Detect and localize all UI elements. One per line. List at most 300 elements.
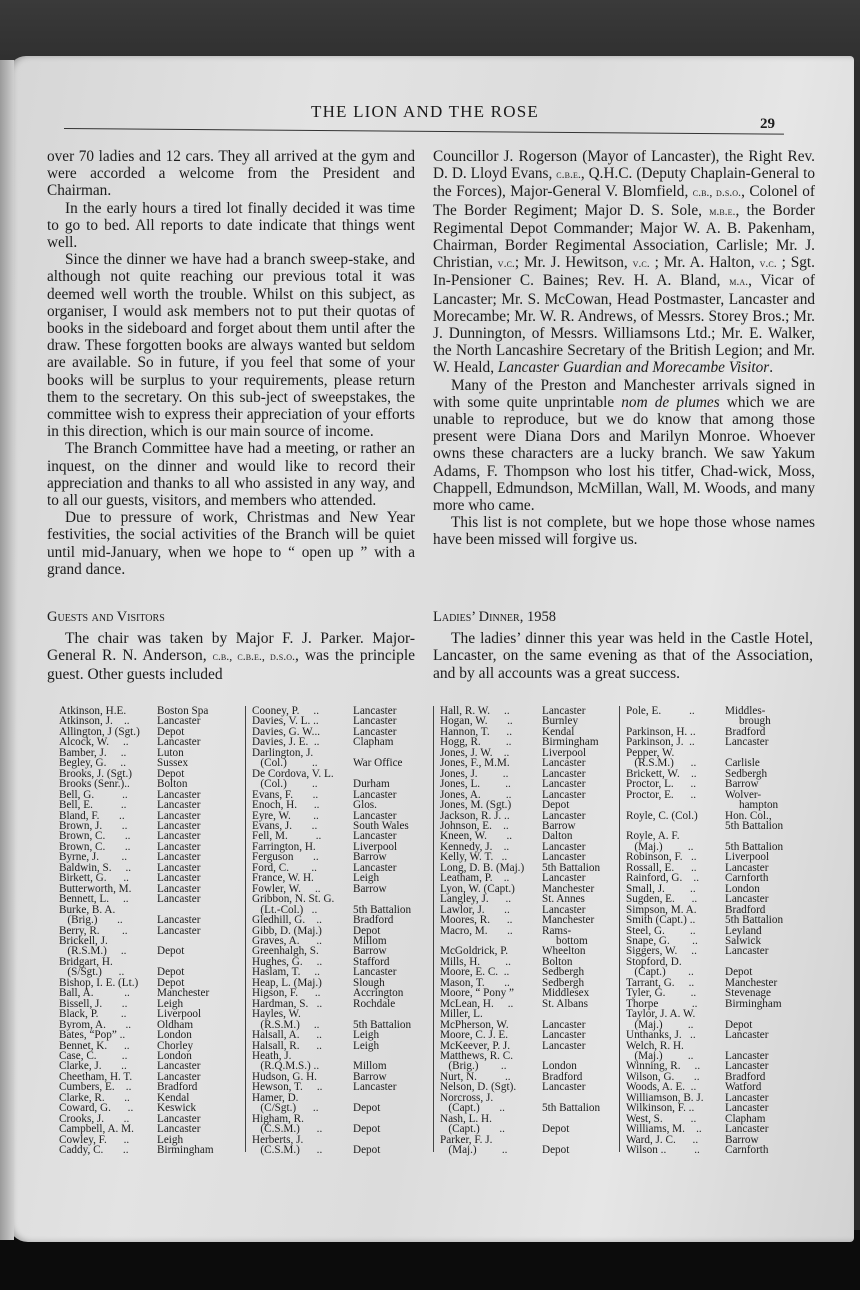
paragraph: The Branch Committee have had a meeting, or rather an inquest, on the dinner and would like to record their appreciation and thanks to all who assisted in any way, and to all our guests, visitors, and members who attended. <box>47 440 415 510</box>
guest-place: Liverpool <box>725 851 770 864</box>
guest-name: Moores, R. .. <box>440 914 513 927</box>
guest-place: Stevenage <box>725 987 771 1000</box>
guest-name: Allington, J (Sgt.) <box>59 725 140 738</box>
text-run: , Q.H.C. (Deputy Chaplain-General to the Forces), Major-General V. Blomfield, <box>433 165 815 201</box>
guest-place: London <box>725 882 760 895</box>
guest-place: bottom <box>542 934 588 947</box>
guest-name: (Maj.) .. <box>626 1049 694 1062</box>
guest-name: Berry, R. .. <box>59 924 128 937</box>
guest-name: Macro, M. .. <box>440 924 513 937</box>
guest-entry <box>626 1030 816 1040</box>
guest-name: Hughes, G. .. <box>252 955 323 968</box>
guest-place: Lancaster <box>157 851 201 864</box>
guest-place: Depot <box>725 1018 753 1031</box>
guest-name: Gribbon, N. St. G. <box>252 893 335 906</box>
guest-name: Ball, A. .. <box>59 987 130 1000</box>
guest-name: Matthews, R. C. <box>440 1049 514 1062</box>
guest-place: Depot <box>353 1123 381 1136</box>
guest-place: Lancaster <box>542 788 586 801</box>
guest-place: Middles- <box>725 705 766 717</box>
guest-place: hampton <box>725 799 779 812</box>
guest-name: Cowley, F. .. <box>59 1133 130 1146</box>
ladies-dinner-heading: Ladies’ Dinner, 1958 <box>433 609 556 625</box>
honours: v.c. <box>759 256 777 271</box>
guest-name: (Capt.) .. <box>440 1123 505 1136</box>
guest-name: Burke, B. A. <box>59 903 116 916</box>
guest-name: Woods, A. E. .. <box>626 1081 697 1094</box>
guest-entry <box>252 1030 432 1040</box>
guest-place: Rochdale <box>353 997 396 1010</box>
guest-list-column-1 <box>59 706 237 1155</box>
guest-name: Brown, J. .. <box>59 819 128 832</box>
guest-name: Sugden, E. .. <box>626 893 698 906</box>
honours: m.b.e. <box>709 203 736 218</box>
guest-place: Sedbergh <box>725 767 768 780</box>
guest-name: Rainford, G. .. <box>626 872 700 885</box>
guest-place: Depot <box>157 767 185 780</box>
guest-place: 5th Battalion <box>542 1102 601 1115</box>
guest-name: Ward, J. C. .. <box>626 1133 699 1146</box>
apology-paragraph: This list is not complete, but we hope those whose names have been missed will forgive us. <box>433 514 815 549</box>
guest-place: Lancaster <box>353 725 397 738</box>
guest-name: (Maj.) .. <box>440 1144 508 1157</box>
guest-name: (R.S.M.) .. <box>626 757 697 770</box>
arrivals-paragraph <box>433 377 815 515</box>
guest-place: Lancaster <box>725 893 769 906</box>
guest-name: Jones, J. .. <box>440 767 509 780</box>
guest-place: Depot <box>542 799 570 812</box>
guest-name: Campbell, A. M. <box>59 1123 134 1136</box>
guest-name: Hogg, R. .. <box>440 736 512 749</box>
guest-place: Millom <box>353 934 387 947</box>
guest-place: Leigh <box>353 1039 380 1052</box>
guest-place: Bradford <box>725 903 766 916</box>
guest-place: Lancaster <box>725 1091 769 1104</box>
guest-name: Johnson, E. .. <box>440 819 509 832</box>
guests-section-heading: Guests and Visitors <box>47 609 165 625</box>
guest-place: Bolton <box>157 778 188 791</box>
guest-name: (C.S.M.) .. <box>252 1123 323 1136</box>
guest-name: McKeever, P. J. <box>440 1039 511 1052</box>
guest-place: Sedbergh <box>542 966 585 979</box>
text-run: . <box>769 359 774 377</box>
guest-name: Parkinson, H. .. <box>626 725 696 738</box>
page-number: 29 <box>760 116 775 132</box>
guest-name: Cheetham, H. T. <box>59 1070 133 1083</box>
guest-name: Small, J. .. <box>626 882 696 895</box>
guest-place: Lancaster <box>353 809 397 822</box>
guest-place: Lancaster <box>157 715 201 728</box>
guest-name: Bridgart, H. <box>59 955 113 968</box>
guest-name: Proctor, E. .. <box>626 788 697 801</box>
guest-place: 5th Battalion <box>725 914 784 927</box>
guest-name: Bland, F. .. <box>59 809 125 822</box>
paragraph: Due to pressure of work, Christmas and New Year festivities, the social activities of the Branch will be quiet until mid-January, when we hope to “ open up ” with a grand dance. <box>47 509 415 578</box>
guest-entry <box>59 1124 237 1134</box>
guest-place: Stafford <box>353 955 390 968</box>
guest-place: Lancaster <box>725 1029 769 1042</box>
guest-entry <box>59 800 237 810</box>
guest-name: Caddy, C. .. <box>59 1144 129 1157</box>
guest-entry <box>252 800 432 810</box>
guest-place: London <box>157 1029 192 1042</box>
guest-name: (S/Sgt.) .. <box>59 966 125 979</box>
guest-place: Barrow <box>353 945 387 958</box>
guest-name: Brown, C. .. <box>59 840 131 853</box>
guest-name: Proctor, L. .. <box>626 778 697 791</box>
guest-name: Brooks (Senr.).. <box>59 778 130 791</box>
guest-entry <box>252 915 432 925</box>
guest-name: Moore, C. J. E. <box>440 1029 509 1042</box>
guest-place: Middlesex <box>542 987 590 1000</box>
guest-name: McLean, H. .. <box>440 997 514 1010</box>
guest-entry <box>626 1124 816 1134</box>
guest-name: Bennet, K. .. <box>59 1039 130 1052</box>
guest-entry <box>440 1124 618 1134</box>
guest-name: Mason, T. .. <box>440 976 510 989</box>
guest-place: Dalton <box>542 830 573 843</box>
guest-name: Tyler, G. .. <box>626 987 697 1000</box>
guest-place: Clapham <box>353 736 394 749</box>
guest-place: Depot <box>353 1102 381 1115</box>
guest-name: Enoch, H. .. <box>252 799 320 812</box>
guest-name: Hardman, S. .. <box>252 997 323 1010</box>
guest-name: Nash, L. H. <box>440 1112 492 1125</box>
guest-place: brough <box>725 715 771 728</box>
guest-place: Lancaster <box>353 788 397 801</box>
guest-name: De Cordova, V. L. <box>252 767 334 780</box>
text-run: , Colonel of The Border Regiment; Major D. S. Sole, <box>433 183 815 219</box>
guest-name: Brown, C. .. <box>59 830 131 843</box>
text-run: ; Mr. A. Halton, <box>649 254 760 272</box>
guest-name: Begley, G. .. <box>59 757 127 770</box>
guest-place: Boston Spa <box>157 705 209 717</box>
guest-name: Norcross, J. <box>440 1091 494 1104</box>
guest-entry <box>626 790 816 800</box>
guest-name: Parkinson, J. .. <box>626 736 695 749</box>
guest-place: Manchester <box>157 987 210 1000</box>
guest-place: Sedbergh <box>542 976 585 989</box>
guest-place: Carlisle <box>725 757 760 770</box>
text-run: ; Sgt. In-Pensioner C. Baines; Rev. H. A. Bland, <box>433 254 815 290</box>
guest-name: Ford, C. .. <box>252 861 317 874</box>
guest-place: Barrow <box>542 819 576 832</box>
guest-place: Lancaster <box>353 1081 397 1094</box>
guest-place: Lancaster <box>157 882 201 895</box>
guest-name: Halsall, A. .. <box>252 1029 322 1042</box>
guest-name: Brickett, W. .. <box>626 767 697 780</box>
guest-place: Lancaster <box>157 1112 201 1125</box>
guest-name: Lyon, W. (Capt.) <box>440 882 515 895</box>
guest-name: Cooney, P. .. <box>252 705 320 717</box>
guest-name: Kennedy, J. .. <box>440 840 510 853</box>
guest-name: Bishop, I. E. (Lt.) <box>59 976 139 989</box>
guest-name: Herberts, J. <box>252 1133 304 1146</box>
guest-place: Glos. <box>353 799 377 812</box>
guest-place: St. Albans <box>542 997 589 1010</box>
guest-place: 5th Battalion <box>542 861 601 874</box>
guest-name: (C/Sgt.) .. <box>252 1102 319 1115</box>
guest-entry <box>252 1145 432 1155</box>
guest-name: Mills, H. .. <box>440 955 511 968</box>
guest-name: (Lt.-Col.) .. <box>252 903 318 916</box>
guest-place: Lancaster <box>542 757 586 770</box>
guest-name: (R.S.M.) .. <box>252 1018 320 1031</box>
guest-place: Lancaster <box>157 872 201 885</box>
guest-name: Clarke, R. .. <box>59 1091 130 1104</box>
guest-name: Hewson, T. .. <box>252 1081 323 1094</box>
guest-place: Depot <box>353 1144 381 1157</box>
guest-place: Lancaster <box>542 1039 586 1052</box>
guest-name: Alcock, W. .. <box>59 736 129 749</box>
guest-name: Rossall, E. .. <box>626 861 697 874</box>
guest-name: Butterworth, M. <box>59 882 132 895</box>
guest-place: Accrington <box>353 987 404 1000</box>
guest-place: Lancaster <box>157 1123 201 1136</box>
guest-name: Bell, E. .. <box>59 799 127 812</box>
guest-place: Lancaster <box>542 1029 586 1042</box>
guest-name: Pole, E. .. <box>626 705 695 717</box>
guest-name: Steel, G. .. <box>626 924 696 937</box>
paragraph: In the early hours a tired lot finally decided it was time to go to bed. All reports to date indicate that things went well. <box>47 199 415 252</box>
ladies-dinner-body <box>433 630 813 682</box>
guest-name: Ferguson .. <box>252 851 319 864</box>
guest-place: Burnley <box>542 715 579 728</box>
guest-name: Stopford, D. <box>626 955 682 968</box>
guest-name: (R.S.M.) .. <box>59 945 127 958</box>
guest-name: Evans, J. .. <box>252 819 318 832</box>
text-run: which we are unable to reproduce, but we do know that among those present were Diana Dors and Marilyn Monroe. Whoever owns these characters are a lucky branch. We saw Yakum Adams, F. Thompson who lost his titfer, Chad-wick, Moss, Chappell, Edmundson, McMillan, Wall, M. Woods, and many more who came. <box>433 393 815 515</box>
guest-place: South Wales <box>353 819 409 832</box>
guest-name: Brickell, J. <box>59 934 108 947</box>
guest-name: Gledhill, G. .. <box>252 914 322 927</box>
guest-name: Graves, A. .. <box>252 934 322 947</box>
guest-place: Watford <box>725 1081 762 1094</box>
guest-place: Lancaster <box>353 715 397 728</box>
guest-name: Wilson, G. .. <box>626 1070 700 1083</box>
guest-name: (Capt.) .. <box>626 966 694 979</box>
guest-name: Parker, F. J. <box>440 1133 493 1146</box>
guest-place: Lancaster <box>353 861 397 874</box>
guest-place: London <box>157 1049 192 1062</box>
guest-place: Lancaster <box>353 705 397 717</box>
guest-place: Lancaster <box>157 893 201 906</box>
guest-name: (Brig.) .. <box>59 914 123 927</box>
guest-name: Darlington, J. <box>252 746 314 759</box>
guest-place: Lancaster <box>542 778 586 791</box>
text-run: , Vicar of Lancaster; Mr. S. McCowan, Head Postmaster, Lancaster and Morecambe; Mr. W. R. Andrews, of Messrs. Storey Bros.; Mr. J. Dunnington, of Messrs. Williamsons Ltd.; Mr. E. Walker, the North Lancashire Secretary of the British Legion; and Mr. W. Heald, <box>433 272 815 377</box>
guest-entry <box>626 800 816 810</box>
guest-place: Wheelton <box>542 945 586 958</box>
guest-place: Clapham <box>725 1112 766 1125</box>
guest-name: Baldwin, S. .. <box>59 861 132 874</box>
guest-place: Lancaster <box>157 736 201 749</box>
guest-place: Lancaster <box>157 1060 201 1073</box>
guest-place: Depot <box>353 924 381 937</box>
guest-place: Lancaster <box>542 809 586 822</box>
guest-place: Luton <box>157 746 184 759</box>
guest-place: Lancaster <box>542 840 586 853</box>
guest-name: Robinson, F. .. <box>626 851 697 864</box>
guest-name: Wilson .. .. <box>626 1144 700 1157</box>
guest-place: Lancaster <box>542 903 586 916</box>
paragraph: The ladies’ dinner this year was held in the Castle Hotel, Lancaster, on the same evening as that of the Association, and by all accounts was a great success. <box>433 630 813 682</box>
guest-place: Lancaster <box>725 1102 769 1115</box>
guest-place: Leigh <box>353 872 380 885</box>
honours: v.c. <box>497 256 515 271</box>
guest-place: Depot <box>542 1144 570 1157</box>
guest-place: Barrow <box>725 778 759 791</box>
guest-place: Barrow <box>353 882 387 895</box>
guest-place: Lancaster <box>353 966 397 979</box>
guest-place: Depot <box>157 945 185 958</box>
guest-place: 5th Battalion <box>725 840 784 853</box>
guest-name: Leatham, P. .. <box>440 872 510 885</box>
guest-entry <box>626 1145 816 1155</box>
guest-place: Lancaster <box>725 1049 769 1062</box>
guest-name: Simpson, M. A. <box>626 903 697 916</box>
guest-entry <box>440 1030 618 1040</box>
guest-name: Bennett, L. .. <box>59 893 129 906</box>
guest-name: Taylor, J. A. W. <box>626 1008 696 1021</box>
guest-entry <box>59 1145 237 1155</box>
guest-name: (C.S.M.) .. <box>252 1144 323 1157</box>
guest-place: Bradford <box>725 725 766 738</box>
right-column-text <box>433 148 815 549</box>
guest-place: Manchester <box>542 914 595 927</box>
guest-name: France, W. H. <box>252 872 314 885</box>
guest-place: Lancaster <box>542 872 586 885</box>
guest-name: Moore, E. C. .. <box>440 966 510 979</box>
guest-name: Hogan, W. .. <box>440 715 513 728</box>
guest-name: Davies, G. W... <box>252 725 321 738</box>
guest-name: Atkinson, J. .. <box>59 715 130 728</box>
guest-name: Jones, F., M.M. <box>440 757 510 770</box>
guest-name: Royle, A. F. <box>626 830 680 843</box>
guest-name: Nurt, N. .. <box>440 1070 511 1083</box>
guest-name: Atkinson, H.E. <box>59 705 127 717</box>
text-run: , was the principle guest. Other guests included <box>47 647 416 683</box>
guest-name: Fowler, W. .. <box>252 882 321 895</box>
guest-entry <box>252 1124 432 1134</box>
guest-name: Higham, R. <box>252 1112 304 1125</box>
guest-place: Sussex <box>157 757 189 770</box>
guest-place: Carnforth <box>725 1144 769 1157</box>
guest-place: Lancaster <box>157 861 201 874</box>
text-run: The chair was taken by Major F. J. Parker. Major-General R. N. Anderson, <box>47 630 415 665</box>
guest-place: Hon. Col., <box>725 809 772 822</box>
guest-place: Depot <box>157 976 185 989</box>
guest-place: Lancaster <box>157 799 201 812</box>
guest-name: McPherson, W. <box>440 1018 509 1031</box>
guest-place: Lancaster <box>542 851 586 864</box>
guest-name: Heath, J. <box>252 1049 292 1062</box>
paragraph <box>47 630 415 683</box>
guest-name: Lawlor, J. .. <box>440 903 510 916</box>
guest-name: (Maj.) .. <box>626 1018 694 1031</box>
guest-name: McGoldrick, P. <box>440 945 509 958</box>
guest-place: Rams- <box>542 924 572 937</box>
guest-name: (R.Q.M.S.) .. <box>252 1060 320 1073</box>
guest-entry <box>59 1030 237 1040</box>
guest-place: Salwick <box>725 934 762 947</box>
guest-name: Kelly, W. T. .. <box>440 851 508 864</box>
guest-name: Pepper, W. <box>626 746 675 759</box>
guest-place: Lancaster <box>157 809 201 822</box>
italic-phrase: nom de plumes <box>621 393 720 411</box>
paragraph: over 70 ladies and 12 cars. They all arrived at the gym and were accorded a welcome from the President and Chairman. <box>47 148 415 200</box>
guest-place: 5th Battalion <box>353 903 412 916</box>
guest-name: West, S. .. <box>626 1112 697 1125</box>
guest-place: Lancaster <box>157 819 201 832</box>
guest-name: Coward, G. .. <box>59 1102 134 1115</box>
guest-entry <box>440 915 618 925</box>
guest-entry <box>440 926 618 936</box>
guest-name <box>626 800 725 810</box>
guests-section-body <box>47 630 415 683</box>
guest-name: Winning, R. .. <box>626 1060 701 1073</box>
guest-place: Liverpool <box>353 840 398 853</box>
guest-name: Williams, M. .. <box>626 1123 702 1136</box>
guest-place: Oldham <box>157 1018 194 1031</box>
guest-name: Cumbers, E. .. <box>59 1081 132 1094</box>
guest-place: Depot <box>725 966 753 979</box>
guest-list-column-3 <box>433 705 618 1157</box>
guest-name: Royle, C. (Col.) <box>626 809 698 822</box>
guest-name: Halsall, R. .. <box>252 1039 322 1052</box>
guest-place: Slough <box>353 976 385 989</box>
guest-place: Lancaster <box>157 924 201 937</box>
guest-name: Hayles, W. <box>252 1008 301 1021</box>
guest-name: Case, C. .. <box>59 1049 128 1062</box>
guest-place: Lancaster <box>157 830 201 843</box>
guest-place: Lancaster <box>725 861 769 874</box>
guest-name: (Brig.) .. <box>440 1060 507 1073</box>
guest-name: Thorpe .. <box>626 997 698 1010</box>
guest-name: Eyre, W. .. <box>252 809 319 822</box>
guest-name: Bates, “Pop” .. <box>59 1029 126 1042</box>
guest-name: Davies, J. E. .. <box>252 736 320 749</box>
text-run: Many of the Preston and Manchester arrivals signed in with some quite unprintable <box>433 376 815 411</box>
honours: c.b.e. <box>556 167 581 182</box>
guest-place: Chorley <box>157 1039 194 1052</box>
guest-place: War Office <box>353 757 403 770</box>
guest-place: Birmingham <box>542 736 599 749</box>
guest-entry <box>440 800 618 810</box>
guest-place: Manchester <box>725 976 778 989</box>
guest-place: 5th Battalion <box>353 1018 412 1031</box>
guest-place: Leyland <box>725 924 762 937</box>
guest-name: Siggers, W. .. <box>626 945 697 958</box>
guest-entry <box>626 811 816 821</box>
guest-name: (Col.) .. <box>252 757 318 770</box>
guest-place: Bolton <box>542 955 573 968</box>
guest-place: Lancaster <box>542 767 586 780</box>
guest-name: Brooks, J. (Sgt.) <box>59 767 133 780</box>
guest-place: Leigh <box>157 997 184 1010</box>
guest-name: Greenhalgh, S. <box>252 945 319 958</box>
guest-name: Hannon, T. .. <box>440 725 512 738</box>
guest-entry <box>626 706 816 716</box>
guest-place: Lancaster <box>725 736 769 749</box>
guest-name: Fell, M. .. <box>252 830 322 843</box>
book-spine-edge <box>0 60 14 1240</box>
guest-name: (Capt.) .. <box>440 1102 505 1115</box>
guest-name: Heap, L. (Maj.) <box>252 976 322 989</box>
guest-name: Nelson, D. (Sgt). <box>440 1081 517 1094</box>
guest-place: Bradford <box>353 914 394 927</box>
guest-place: Lancaster <box>157 1070 201 1083</box>
